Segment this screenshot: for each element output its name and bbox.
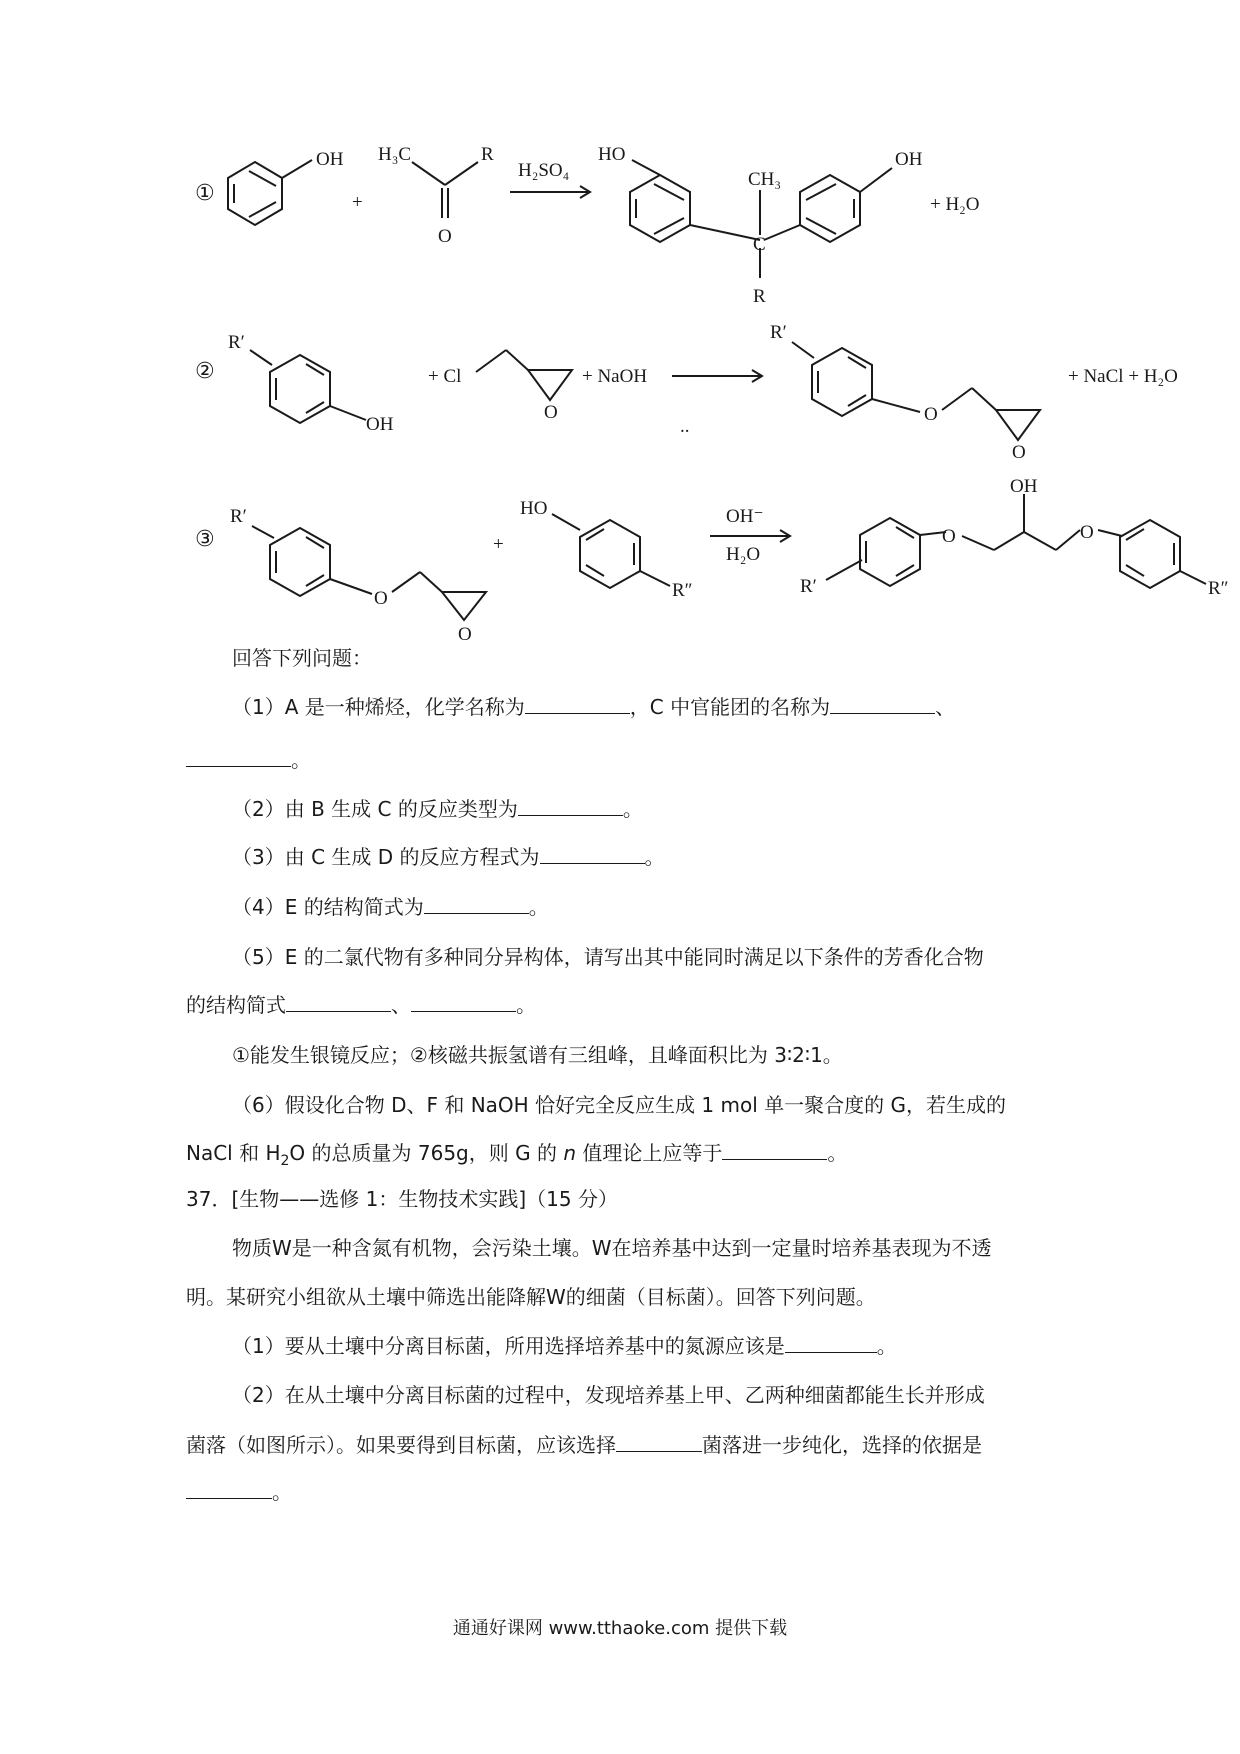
reaction-2 (0, 320, 1240, 463)
question-5: （5）E 的二氯代物有多种同分异构体，请写出其中能同时满足以下条件的芳香化合物 (232, 945, 984, 969)
answer-blank[interactable] (186, 1480, 272, 1499)
reaction-arrow (510, 186, 590, 198)
bio-question-2-end (186, 1478, 292, 1506)
answer-blank[interactable] (411, 993, 516, 1012)
phenol-r-label: R″ (672, 580, 693, 601)
product-r1-label: R′ (800, 576, 817, 597)
product-ether-o-left: O (942, 526, 956, 547)
reaction-number: ③ (195, 527, 215, 552)
q6-text-pre: NaCl 和 H (186, 1141, 281, 1165)
q4-end: 。 (528, 895, 549, 919)
reagent-hydroxide: OH⁻ (726, 506, 764, 527)
passage-line-1: 物质W是一种含氮有机物，会污染土壤。W在培养基中达到一定量时培养基表现为不透 (232, 1236, 992, 1260)
q1-separator: 、 (935, 695, 956, 719)
q6-text-post: 值理论上应等于 (582, 1141, 723, 1165)
product-ho-label: HO (598, 144, 626, 165)
product-epoxide-o-label: O (1012, 442, 1026, 463)
b2-text-b: 菌落（如图所示）。如果要得到目标菌，应该选择 (186, 1433, 616, 1457)
q6-subscript: 2 (280, 1153, 290, 1169)
answer-blank[interactable] (518, 797, 623, 816)
ketone-ch3-label: H₃C (378, 144, 412, 165)
substrate-r-label: R′ (230, 506, 247, 527)
dots: .. (680, 416, 690, 437)
answer-blank[interactable] (424, 895, 529, 914)
naoh-label: + NaOH (582, 366, 648, 387)
product-ch3-label: CH₃ (748, 169, 782, 190)
question-1-cont (186, 746, 311, 774)
answer-blank[interactable] (525, 695, 630, 714)
product-ether-o-label: O (924, 404, 938, 425)
q5-separator: 、 (391, 993, 411, 1017)
substrate-epoxide-o-label: O (458, 624, 472, 645)
intro-line: 回答下列问题： (232, 646, 372, 670)
reaction-arrow (672, 370, 762, 382)
product-r-label: R (753, 286, 766, 307)
product-oh-label: OH (895, 149, 923, 170)
section-37-heading: 37．[生物——选修 1：生物技术实践]（15 分） (186, 1187, 618, 1211)
question-5-cont (186, 991, 536, 1019)
phenol-oh-label: OH (316, 149, 344, 170)
phenol-ho-label: HO (520, 498, 548, 519)
question-1 (232, 693, 955, 721)
reagent-water: H₂O (726, 544, 761, 565)
answer-blank[interactable] (286, 993, 391, 1012)
b1-end: 。 (876, 1334, 897, 1358)
page-footer: 通通好课网 www.tthaoke.com 提供下载 (452, 1618, 788, 1639)
answer-blank[interactable] (785, 1334, 877, 1353)
ketone-r-label: R (481, 144, 494, 165)
ketone-structure (412, 162, 478, 218)
q4-text: （4）E 的结构简式为 (232, 895, 424, 919)
substituted-phenol (552, 514, 670, 588)
glycidyl-ether-product (792, 342, 1040, 440)
answer-blank[interactable] (722, 1141, 827, 1160)
b2-end: 。 (272, 1480, 292, 1504)
answer-blank[interactable] (186, 748, 291, 767)
reagent-h2so4: H₂SO₄ (518, 160, 570, 181)
reaction-3 (0, 476, 1240, 645)
passage-line-2: 明。某研究小组欲从土壤中筛选出能降解W的细菌（目标菌）。回答下列问题。 (186, 1285, 876, 1309)
question-6: （6）假设化合物 D、F 和 NaOH 恰好完全反应生成 1 mol 单一聚合度的 G，若生成的 (232, 1093, 1006, 1117)
q6-n-variable: n (563, 1141, 577, 1165)
question-5-conditions: ①能发生银镜反应；②核磁共振氢谱有三组峰，且峰面积比为 3∶2∶1。 (232, 1043, 843, 1067)
diaryl-ether-product (826, 494, 1206, 588)
q2-text: （2）由 B 生成 C 的反应类型为 (232, 797, 518, 821)
q5-text-b: 的结构简式 (186, 993, 286, 1017)
q1-text-a: （1）A 是一种烯烃，化学名称为 (232, 695, 525, 719)
reaction-arrow (710, 530, 790, 542)
q3-text: （3）由 C 生成 D 的反应方程式为 (232, 845, 540, 869)
question-3 (232, 843, 665, 871)
question-2 (232, 795, 643, 823)
byproduct-water: + H₂O (930, 194, 980, 215)
reaction-number: ② (195, 359, 215, 384)
plus-sign: + (493, 534, 504, 555)
epichlorohydrin-label: + Cl (428, 366, 462, 387)
byproduct-nacl-water: + NaCl + H₂O (1068, 366, 1178, 387)
answer-blank[interactable] (616, 1433, 702, 1452)
substrate-ether-o-label: O (374, 588, 388, 609)
product-ether-o-right: O (1080, 522, 1094, 543)
plus-sign: + (352, 192, 363, 213)
substrate-r-label: R′ (228, 332, 245, 353)
answer-blank[interactable] (830, 695, 935, 714)
q3-end: 。 (644, 845, 665, 869)
substituted-phenol (250, 350, 366, 423)
q1-text-b: ，C 中官能团的名称为 (629, 695, 831, 719)
q1-end: 。 (291, 748, 311, 772)
glycidyl-ether-substrate (252, 526, 486, 620)
substrate-oh-label: OH (366, 414, 394, 435)
bio-question-2: （2）在从土壤中分离目标菌的过程中，发现培养基上甲、乙两种细菌都能生长并形成 (232, 1383, 985, 1407)
product-r2-label: R″ (1208, 578, 1229, 599)
q6-text-mid: O 的总质量为 765g，则 G 的 (289, 1141, 557, 1165)
benzene-ring-phenol (228, 160, 312, 225)
answer-blank[interactable] (540, 845, 645, 864)
bio-question-2-cont (186, 1431, 982, 1459)
bio-question-1 (232, 1332, 897, 1360)
q5-end: 。 (516, 993, 536, 1017)
ketone-o-label: O (438, 226, 452, 247)
reaction-1 (0, 130, 1240, 307)
epoxide-o-label: O (544, 402, 558, 423)
epoxide-reagent (476, 350, 572, 400)
b1-text: （1）要从土壤中分离目标菌，所用选择培养基中的氮源应该是 (232, 1334, 785, 1358)
b2-text-c: 菌落进一步纯化，选择的依据是 (702, 1433, 982, 1457)
question-6-cont (186, 1139, 847, 1175)
q6-end: 。 (827, 1141, 848, 1165)
question-4 (232, 893, 549, 921)
reaction-number: ① (195, 181, 215, 206)
q2-end: 。 (622, 797, 643, 821)
product-r-label: R′ (770, 322, 787, 343)
product-c-label: C (753, 234, 766, 255)
product-oh-label: OH (1010, 476, 1038, 497)
